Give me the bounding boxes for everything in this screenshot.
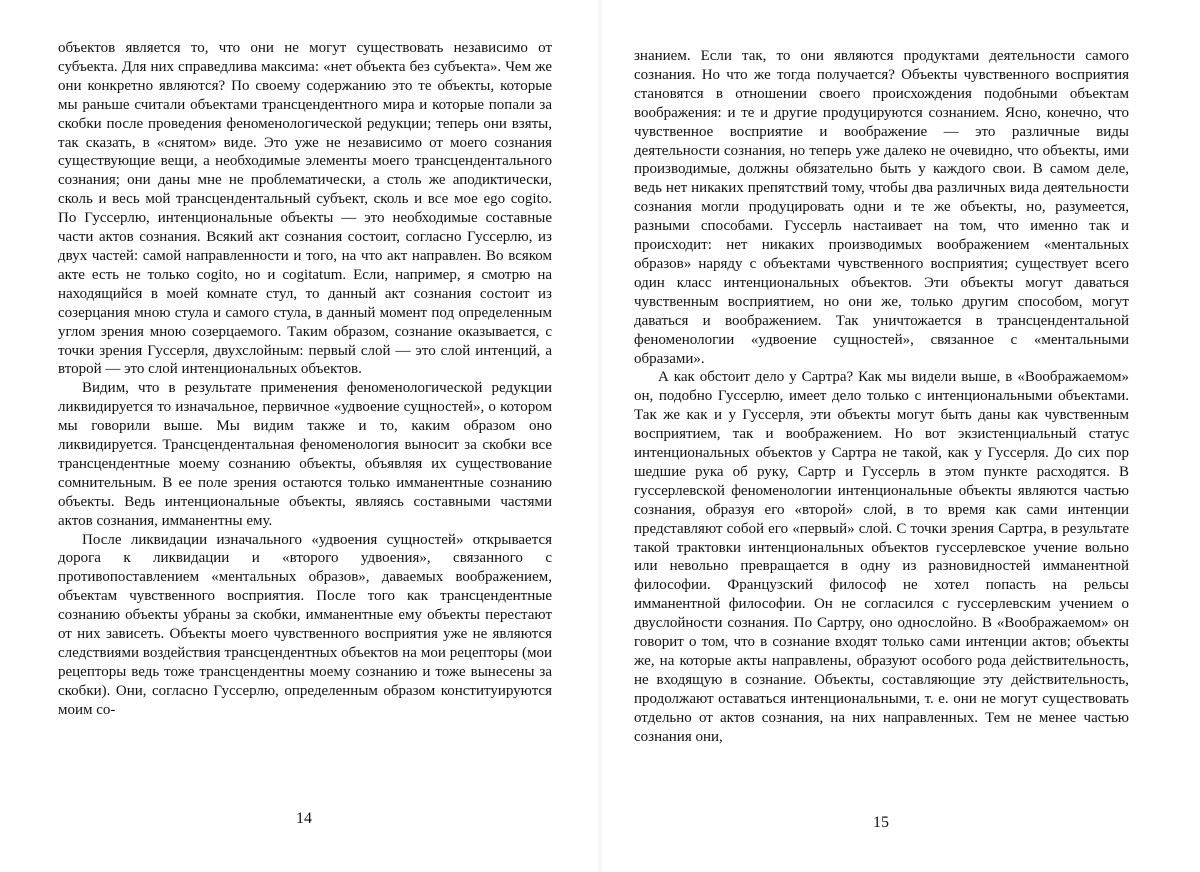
paragraph: Видим, что в результате применения феноменологической редукции ликвидируется то изначальное, первичное «удвоение сущностей», о котором мы говорили выше. Мы видим также и то, каким образом оно ликвидируется. Трансцендентальная феноменология выносит за скобки все трансцендентные моему сознанию объекты, объявляя их существование сомнительным. В ее поле зрения остаются только имманентные сознанию объекты. Ведь интенциональные объекты, являясь составными частями актов сознания, имманентны ему.: [58, 380, 552, 529]
paragraph: После ликвидации изначального «удвоения сущностей» открывается дорога к ликвидации и «второго удвоения», связанного с противопоставлением «ментальных образов», даваемых воображением, объектам чувственного восприятия. После того как трансцендентные сознанию объекты убраны за скобки, имманентные ему объекты перестают от них зависеть. Объекты моего чувственного восприятия уже не являются следствиями воздействия трансцендентных объектов на мои рецепторы (мои рецепторы ведь тоже трансцендентны моему сознанию и тоже вынесены за скобки). Они, согласно Гуссерлю, определенным образом конституируются моим со-: [58, 531, 552, 718]
gutter-divider: [597, 0, 603, 872]
page-number: 14: [296, 810, 312, 827]
paragraph: А как обстоит дело у Сартра? Как мы видели выше, в «Воображаемом» он, подобно Гуссерлю, имеет дело только с интенциональными объектами. Так же как и у Гуссерля, эти объекты могут быть даны как чувственным восприятием, так и воображением. Но вот экзистенциальный статус интенциональных объектов у Сартра не такой, как у Гуссерля. До сих пор шедшие рука об руку, Сартр и Гуссерль в этом пункте расходятся. В гуссерлевской феноменологии интенциональные объекты являются частью сознания, образуя его «второй» слой, в то время как сами интенции представляют собой его «первый» слой. С точки зрения Сартра, в результате такой трактовки интенциональных объектов гуссерлевское учение вольно или невольно превращается в одну из разновидностей имманентной философии. Французский философ не хотел попасть на рельсы имманентной философии. Он не согласился с гуссерлевским учением о двуслойности сознания. По Сартру, оно однослойно. В «Воображаемом» он говорит о том, что в сознание входят только сами интенции актов; объекты же, на которые акты направлены, образуют особого рода действительность, не входящую в сознание. Объекты, составляющие эту действительность, продолжают оставаться интенциональными, т. е. они не могут существовать отдельно от актов сознания, на них направленных. Тем не менее частью сознания они,: [634, 369, 1129, 745]
page-number: 15: [873, 814, 889, 831]
paragraph: объектов является то, что они не могут существовать независимо от субъекта. Для них справедлива максима: «нет объекта без субъекта». Чем же они конкретно являются? По своему содержанию это те объекты, которые мы раньше считали объектами трансцендентного мира и которые попали за скобки после проведения феноменологической редукции; теперь они взяты, так сказать, в «снятом» виде. Это уже не независимо от моего сознания существующие вещи, а необходимые элементы моего трансцендентального сознания; они даны мне не проблематически, а столь же аподиктически, сколь и весь мой трансцендентальный субъект, сколь и все мое ego cogito. По Гуссерлю, интенциональные объекты — это необходимые составные части актов сознания. Всякий акт сознания состоит, согласно Гуссерлю, из двух частей: самой направленности и того, на что акт направлен. Во всяком акте есть не только cogito, но и cogitatum. Если, например, я смотрю на находящийся в моей комнате стул, то данный акт сознания состоит из созерцания мною стула и самого стула, в данный момент под определенным углом зрения мною созерцаемого. Таким образом, сознание оказывается, с точки зрения Гуссерля, двухслойным: первый слой — это слой интенций, а второй — это слой интенциональных объектов.: [58, 40, 552, 378]
paragraph: знанием. Если так, то они являются продуктами деятельности самого сознания. Но что же тогда получается? Объекты чувственного восприятия становятся в отношении своего происхождения подобными объектам воображения: и те и другие продуцируются сознанием. Ясно, конечно, что чувственное восприятие и воображение — это различные виды деятельности сознания, но теперь уже далеко не очевидно, что объекты, ими производимые, должны обязательно быть у каждого свои. В самом деле, ведь нет никаких препятствий тому, чтобы два различных вида деятельности сознания могли продуцировать одни и те же объекты, но, разумеется, разными способами. Гуссерль настаивает на том, что именно так и происходит: нет никаких производимых воображением «ментальных образов» наряду с объектами чувственного восприятия; существует всего один класс интенциональных объектов. Эти объекты могут даваться чувственным восприятием, но они же, только другим способом, могут даваться и воображением. Так уничтожается в трансцендентальной феноменологии «удвоение сущностей», связанное с «ментальными образами».: [634, 48, 1129, 367]
right-page-text: [634, 47, 1129, 747]
left-page-text: [58, 39, 552, 720]
